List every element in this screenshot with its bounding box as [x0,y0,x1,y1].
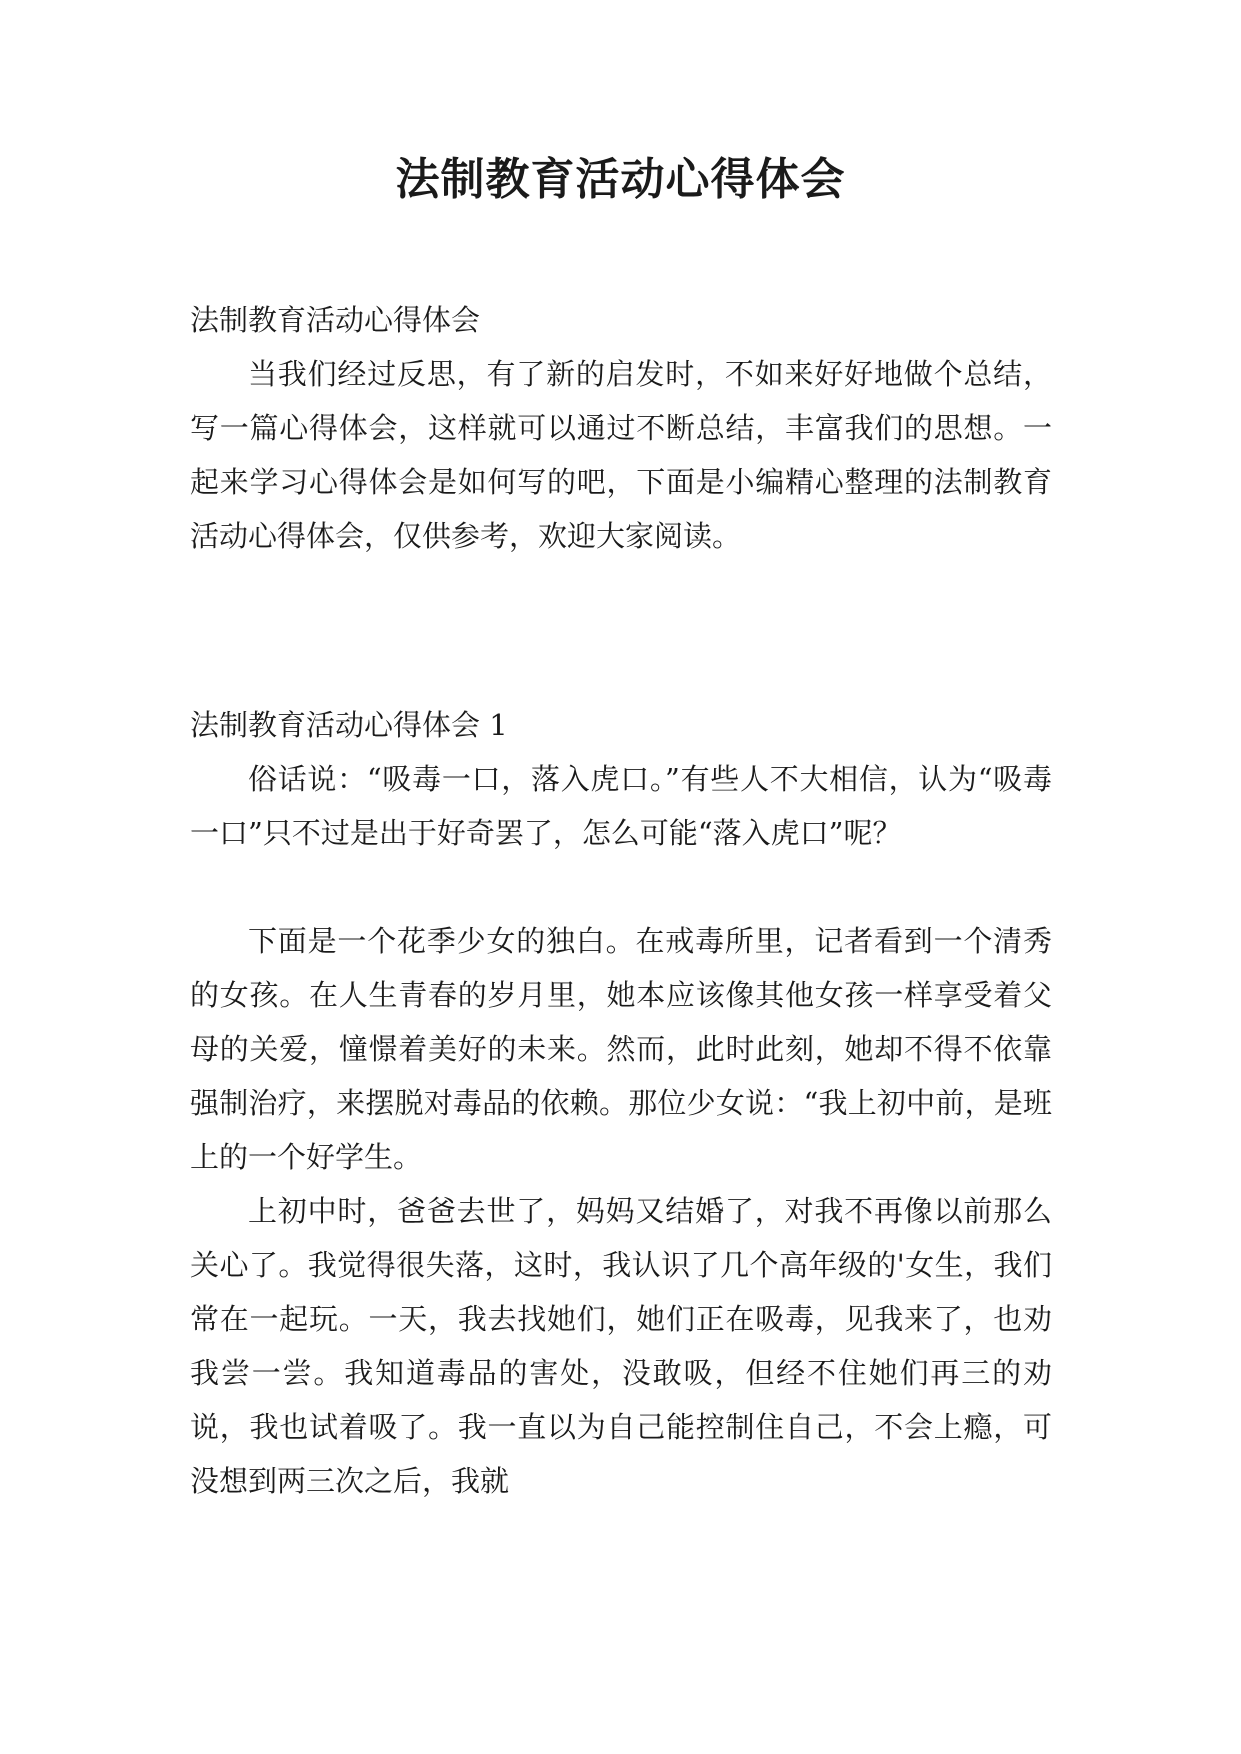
section1-paragraph-2: 下面是一个花季少女的独白。在戒毒所里，记者看到一个清秀的女孩。在人生青春的岁月里，她本应该像其他女孩一样享受着父母的关爱，憧憬着美好的未来。然而，此时此刻，她却不得不依靠强制治疗，来摆脱对毒品的依赖。那位少女说：“我上初中前，是班上的一个好学生。 [190,924,1052,1174]
section1-paragraph-3: 上初中时，爸爸去世了，妈妈又结婚了，对我不再像以前那么关心了。我觉得很失落，这时，我认识了几个高年级的'女生，我们常在一起玩。一天，我去找她们，她们正在吸毒，见我来了，也劝我尝一尝。我知道毒品的害处，没敢吸，但经不住她们再三的劝说，我也试着吸了。我一直以为自己能控制住自己，不会上瘾，可没想到两三次之后，我就 [190,1194,1052,1498]
section1-paragraph-1: 俗话说：“吸毒一口，落入虎口。”有些人不大相信，认为“吸毒一口”只不过是出于好奇罢了，怎么可能“落入虎口”呢？ [190,762,1052,850]
intro-paragraph: 当我们经过反思，有了新的启发时，不如来好好地做个总结，写一篇心得体会，这样就可以通过不断总结，丰富我们的思想。一起来学习心得体会是如何写的吧，下面是小编精心整理的法制教育活动心得体会，仅供参考，欢迎大家阅读。 [190,357,1052,553]
document-title: 法制教育活动心得体会 [395,154,846,205]
section1-heading: 法制教育活动心得体会 1 [190,708,508,742]
intro-heading: 法制教育活动心得体会 [190,303,481,337]
